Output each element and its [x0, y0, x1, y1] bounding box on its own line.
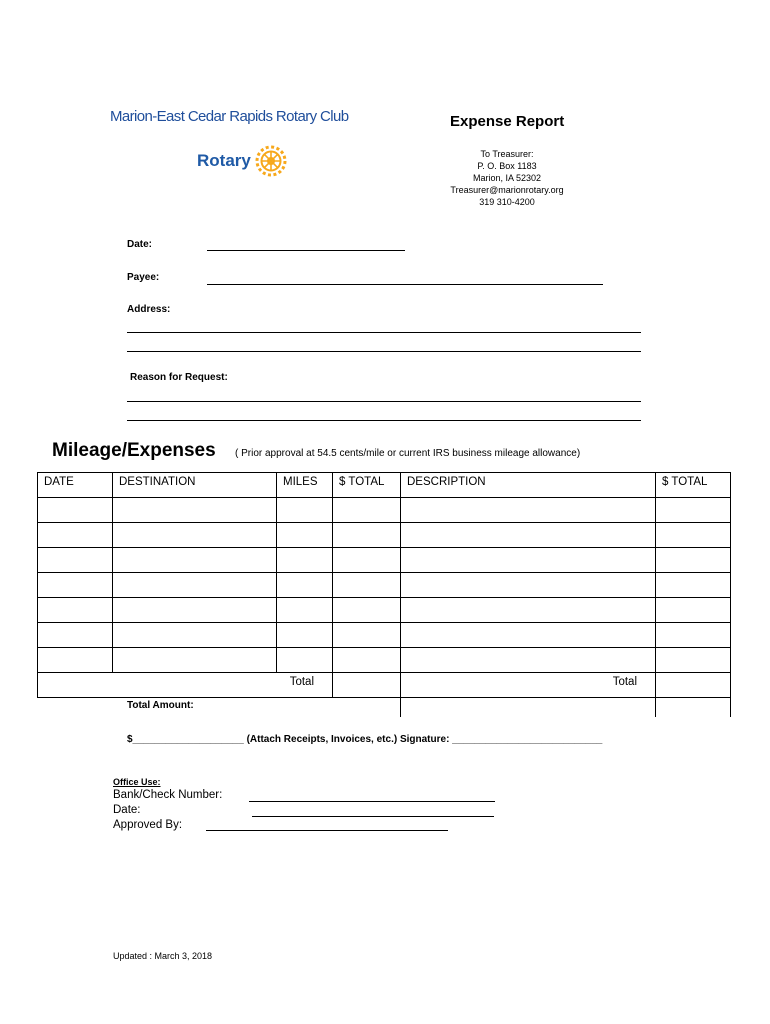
reason-field-line-1[interactable]	[127, 401, 641, 402]
table-cell[interactable]	[333, 523, 401, 548]
expense-total-value[interactable]	[656, 673, 731, 698]
signature-line: $____________________ (Attach Receipts, Invoices, etc.) Signature: ___________________________	[127, 734, 603, 745]
address-line: 319 310-4200	[479, 197, 535, 207]
table-cell[interactable]	[656, 623, 731, 648]
address-line: P. O. Box 1183	[477, 161, 537, 171]
address-line: To Treasurer:	[480, 149, 534, 159]
table-divider-line	[400, 692, 401, 717]
bank-check-field[interactable]	[249, 801, 495, 802]
address-line: Marion, IA 52302	[472, 173, 542, 183]
mileage-total-label: Total	[38, 673, 333, 698]
table-cell[interactable]	[333, 598, 401, 623]
table-cell[interactable]	[277, 623, 333, 648]
table-cell[interactable]	[38, 523, 113, 548]
column-header-expense-total: $ TOTAL	[656, 473, 731, 498]
approved-by-field[interactable]	[206, 830, 448, 831]
table-cell[interactable]	[38, 623, 113, 648]
table-cell[interactable]	[113, 623, 277, 648]
table-cell[interactable]	[656, 573, 731, 598]
updated-date: Updated : March 3, 2018	[113, 951, 213, 961]
table-cell[interactable]	[401, 498, 656, 523]
office-use-label: Office Use:	[113, 777, 161, 787]
treasurer-address	[440, 148, 574, 208]
total-amount-label: Total Amount:	[127, 700, 194, 711]
table-cell[interactable]	[113, 573, 277, 598]
table-cell[interactable]	[277, 598, 333, 623]
table-cell[interactable]	[401, 648, 656, 673]
reason-label: Reason for Request:	[130, 372, 228, 383]
column-header-miles: MILES	[277, 473, 333, 498]
date-label: Date:	[127, 239, 153, 250]
reason-field-line-2[interactable]	[127, 420, 641, 421]
address-field-line-2[interactable]	[127, 351, 641, 352]
table-cell[interactable]	[401, 598, 656, 623]
table-cell[interactable]	[38, 548, 113, 573]
table-row	[38, 598, 731, 623]
table-cell[interactable]	[277, 523, 333, 548]
office-date-label: Date:	[113, 804, 141, 816]
mileage-total-value[interactable]	[333, 673, 401, 698]
table-row	[38, 523, 731, 548]
table-header-row	[38, 473, 731, 498]
table-cell[interactable]	[656, 498, 731, 523]
table-cell[interactable]	[277, 648, 333, 673]
table-cell[interactable]	[656, 523, 731, 548]
table-row	[38, 498, 731, 523]
table-row	[38, 548, 731, 573]
table-cell[interactable]	[656, 548, 731, 573]
table-cell[interactable]	[656, 648, 731, 673]
expense-table	[37, 472, 731, 698]
address-label: Address:	[127, 304, 171, 315]
table-cell[interactable]	[113, 523, 277, 548]
table-cell[interactable]	[38, 648, 113, 673]
column-header-description: DESCRIPTION	[401, 473, 656, 498]
table-cell[interactable]	[401, 523, 656, 548]
table-total-row	[38, 673, 731, 698]
address-line: Treasurer@marionrotary.org	[450, 185, 564, 195]
address-field-line-1[interactable]	[127, 332, 641, 333]
column-header-date: DATE	[38, 473, 113, 498]
bank-check-label: Bank/Check Number:	[113, 789, 223, 801]
table-cell[interactable]	[277, 498, 333, 523]
table-row	[38, 623, 731, 648]
mileage-note: ( Prior approval at 54.5 cents/mile or current IRS business mileage allowance)	[235, 448, 581, 459]
column-header-destination: DESTINATION	[113, 473, 277, 498]
rotary-logo-text: Rotary	[197, 151, 251, 170]
table-cell[interactable]	[333, 623, 401, 648]
approved-by-label: Approved By:	[113, 819, 183, 831]
table-cell[interactable]	[38, 498, 113, 523]
column-header-mileage-total: $ TOTAL	[333, 473, 401, 498]
table-divider-line	[730, 692, 731, 717]
club-name: Marion-East Cedar Rapids Rotary Club	[110, 108, 349, 125]
mileage-title: Mileage/Expenses	[52, 440, 216, 461]
table-cell[interactable]	[333, 573, 401, 598]
table-row	[38, 648, 731, 673]
table-cell[interactable]	[277, 548, 333, 573]
payee-label: Payee:	[127, 272, 160, 283]
table-cell[interactable]	[333, 548, 401, 573]
table-cell[interactable]	[333, 648, 401, 673]
rotary-wheel-icon	[254, 144, 288, 178]
table-cell[interactable]	[38, 598, 113, 623]
payee-field[interactable]	[207, 284, 603, 285]
table-cell[interactable]	[113, 648, 277, 673]
office-date-field[interactable]	[252, 816, 494, 817]
expense-total-label: Total	[401, 673, 656, 698]
table-cell[interactable]	[38, 573, 113, 598]
table-cell[interactable]	[113, 598, 277, 623]
table-cell[interactable]	[656, 598, 731, 623]
table-cell[interactable]	[401, 623, 656, 648]
table-row	[38, 573, 731, 598]
table-cell[interactable]	[113, 498, 277, 523]
table-divider-line	[655, 692, 656, 717]
table-cell[interactable]	[333, 498, 401, 523]
report-title: Expense Report	[450, 113, 565, 130]
table-cell[interactable]	[401, 573, 656, 598]
date-field[interactable]	[207, 250, 405, 251]
table-cell[interactable]	[113, 548, 277, 573]
table-cell[interactable]	[277, 573, 333, 598]
table-cell[interactable]	[401, 548, 656, 573]
